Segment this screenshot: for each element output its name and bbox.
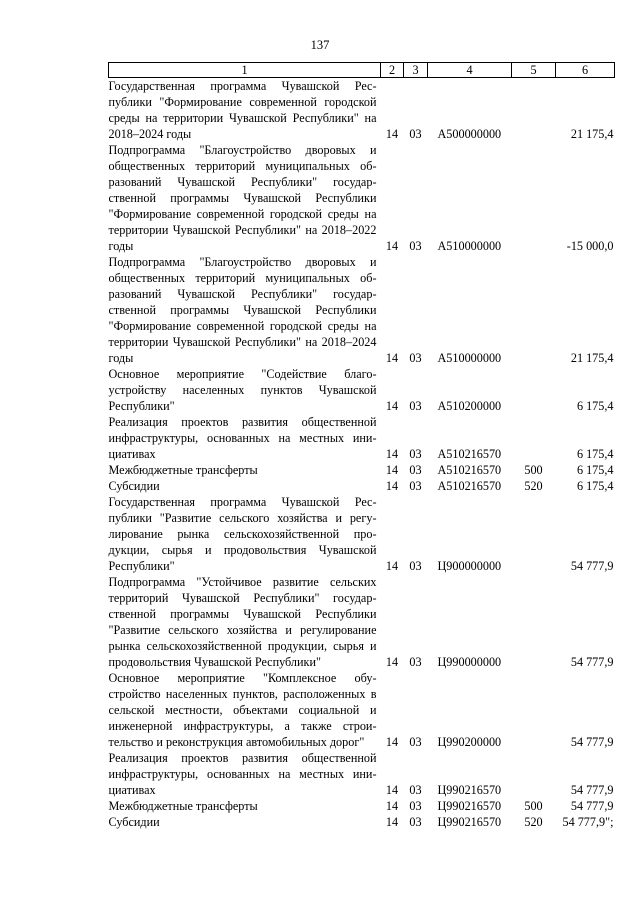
column-header-name: 1 bbox=[109, 63, 381, 78]
row-amount: 6 175,4 bbox=[576, 399, 614, 413]
row-subsection: 03 bbox=[409, 239, 422, 253]
row-name: Субсидии bbox=[108, 815, 160, 829]
column-header-section: 2 bbox=[381, 63, 404, 78]
row-target-article: А510000000 bbox=[437, 239, 502, 253]
row-amount: -15 000,0 bbox=[566, 239, 614, 253]
row-amount: 54 777,9 bbox=[570, 735, 614, 749]
row-amount: 6 175,4 bbox=[576, 447, 614, 461]
row-section: 14 bbox=[385, 559, 399, 573]
row-name: Государственная программа Чувашской Республики "Развитие сельского хозяйства и регулирование рынка сельскохозяйственной продукции, сырья и продовольствия Чувашской Республики" bbox=[108, 495, 377, 573]
table-row bbox=[109, 750, 615, 798]
row-target-article: Ц990216570 bbox=[437, 799, 502, 813]
row-expense-type: 520 bbox=[524, 479, 543, 493]
row-expense-type bbox=[512, 78, 556, 143]
row-target-article: А510216570 bbox=[437, 463, 502, 477]
row-target-article: Ц990000000 bbox=[437, 655, 502, 669]
row-target-article: А510216570 bbox=[437, 479, 502, 493]
row-expense-type bbox=[512, 254, 556, 366]
row-section: 14 bbox=[385, 735, 399, 749]
row-amount: 21 175,4 bbox=[570, 127, 614, 141]
row-section: 14 bbox=[385, 799, 399, 813]
row-expense-type bbox=[512, 414, 556, 462]
row-name: Межбюджетные трансферты bbox=[108, 463, 258, 477]
row-section: 14 bbox=[385, 127, 399, 141]
row-section: 14 bbox=[385, 239, 399, 253]
row-amount: 21 175,4 bbox=[570, 351, 614, 365]
row-name: Реализация проектов развития общественной инфраструктуры, основанных на местных инициативах bbox=[108, 415, 377, 461]
column-header-expense-type: 5 bbox=[512, 63, 556, 78]
row-section: 14 bbox=[385, 655, 399, 669]
row-expense-type bbox=[512, 494, 556, 574]
row-subsection: 03 bbox=[409, 127, 422, 141]
row-name: Основное мероприятие "Содействие благоустройству населенных пунктов Чувашской Республики" bbox=[108, 367, 377, 413]
row-name: Подпрограмма "Благоустройство дворовых и общественных территорий муниципальных образований Чувашской Республики" государственной программы Чувашской Республики "Формирование современной городской среды на территории Чувашской Республики" на 2018–2022 годы bbox=[108, 143, 377, 253]
row-subsection: 03 bbox=[409, 399, 422, 413]
row-name: Реализация проектов развития общественной инфраструктуры, основанных на местных инициативах bbox=[108, 751, 377, 797]
table-row bbox=[109, 574, 615, 670]
row-target-article: А510000000 bbox=[437, 351, 502, 365]
row-subsection: 03 bbox=[409, 351, 422, 365]
row-target-article: А510216570 bbox=[437, 447, 502, 461]
row-section: 14 bbox=[385, 783, 399, 797]
table-row bbox=[109, 366, 615, 414]
budget-table bbox=[108, 62, 615, 830]
row-subsection: 03 bbox=[409, 463, 422, 477]
row-target-article: Ц900000000 bbox=[437, 559, 502, 573]
row-subsection: 03 bbox=[409, 447, 422, 461]
column-header-subsection: 3 bbox=[404, 63, 428, 78]
column-header-target-article: 4 bbox=[428, 63, 512, 78]
row-expense-type: 500 bbox=[524, 463, 543, 477]
table-body bbox=[109, 78, 615, 831]
row-name: Государственная программа Чувашской Республики "Формирование современной городской среды на территории Чувашской Республики" на 2018–2024 годы bbox=[108, 79, 377, 141]
row-expense-type bbox=[512, 750, 556, 798]
row-name: Подпрограмма "Устойчивое развитие сельских территорий Чувашской Республики" государственной программы Чувашской Республики "Развитие сельского хозяйства и регулирование рынка сельскохозяйственной продукции, сырья и продовольствия Чувашской Республики" bbox=[108, 575, 377, 669]
row-name: Субсидии bbox=[108, 479, 160, 493]
table-row bbox=[109, 462, 615, 478]
row-target-article: Ц990216570 bbox=[437, 815, 502, 829]
row-target-article: Ц990200000 bbox=[437, 735, 502, 749]
row-subsection: 03 bbox=[409, 799, 422, 813]
table-row bbox=[109, 494, 615, 574]
table-row bbox=[109, 78, 615, 143]
page-number: 137 bbox=[310, 38, 330, 52]
row-subsection: 03 bbox=[409, 479, 422, 493]
row-section: 14 bbox=[385, 815, 399, 829]
row-section: 14 bbox=[385, 447, 399, 461]
table-row bbox=[109, 414, 615, 462]
column-header-amount: 6 bbox=[556, 63, 615, 78]
row-subsection: 03 bbox=[409, 735, 422, 749]
table-row bbox=[109, 670, 615, 750]
table-row bbox=[109, 798, 615, 814]
row-expense-type bbox=[512, 142, 556, 254]
row-target-article: А500000000 bbox=[437, 127, 502, 141]
row-expense-type: 520 bbox=[524, 815, 543, 829]
row-subsection: 03 bbox=[409, 655, 422, 669]
table-header bbox=[109, 63, 615, 78]
row-name: Подпрограмма "Благоустройство дворовых и общественных территорий муниципальных образований Чувашской Республики" государственной программы Чувашской Республики "Формирование современной городской среды на территории Чувашской Республики" на 2018–2024 годы bbox=[108, 255, 377, 365]
row-target-article: Ц990216570 bbox=[437, 783, 502, 797]
table-row bbox=[109, 254, 615, 366]
row-section: 14 bbox=[385, 463, 399, 477]
row-expense-type bbox=[512, 574, 556, 670]
row-name: Основное мероприятие "Комплексное обустройство населенных пунктов, расположенных в сельской местности, объектами социальной и инженерной инфраструктуры, а также строительство и реконструкция автомобильных дорог" bbox=[108, 671, 377, 749]
row-section: 14 bbox=[385, 399, 399, 413]
row-name: Межбюджетные трансферты bbox=[108, 799, 258, 813]
row-expense-type bbox=[512, 366, 556, 414]
row-subsection: 03 bbox=[409, 783, 422, 797]
row-expense-type: 500 bbox=[524, 799, 543, 813]
row-amount: 54 777,9 bbox=[570, 799, 614, 813]
row-subsection: 03 bbox=[409, 559, 422, 573]
row-amount: 54 777,9 bbox=[570, 783, 614, 797]
row-section: 14 bbox=[385, 479, 399, 493]
row-amount: 54 777,9"; bbox=[562, 815, 614, 829]
table-row bbox=[109, 142, 615, 254]
table-row bbox=[109, 814, 615, 830]
row-amount: 6 175,4 bbox=[576, 463, 614, 477]
row-expense-type bbox=[512, 670, 556, 750]
table-row bbox=[109, 478, 615, 494]
row-section: 14 bbox=[385, 351, 399, 365]
row-target-article: А510200000 bbox=[437, 399, 502, 413]
row-amount: 54 777,9 bbox=[570, 559, 614, 573]
row-amount: 54 777,9 bbox=[570, 655, 614, 669]
row-amount: 6 175,4 bbox=[576, 479, 614, 493]
row-subsection: 03 bbox=[409, 815, 422, 829]
